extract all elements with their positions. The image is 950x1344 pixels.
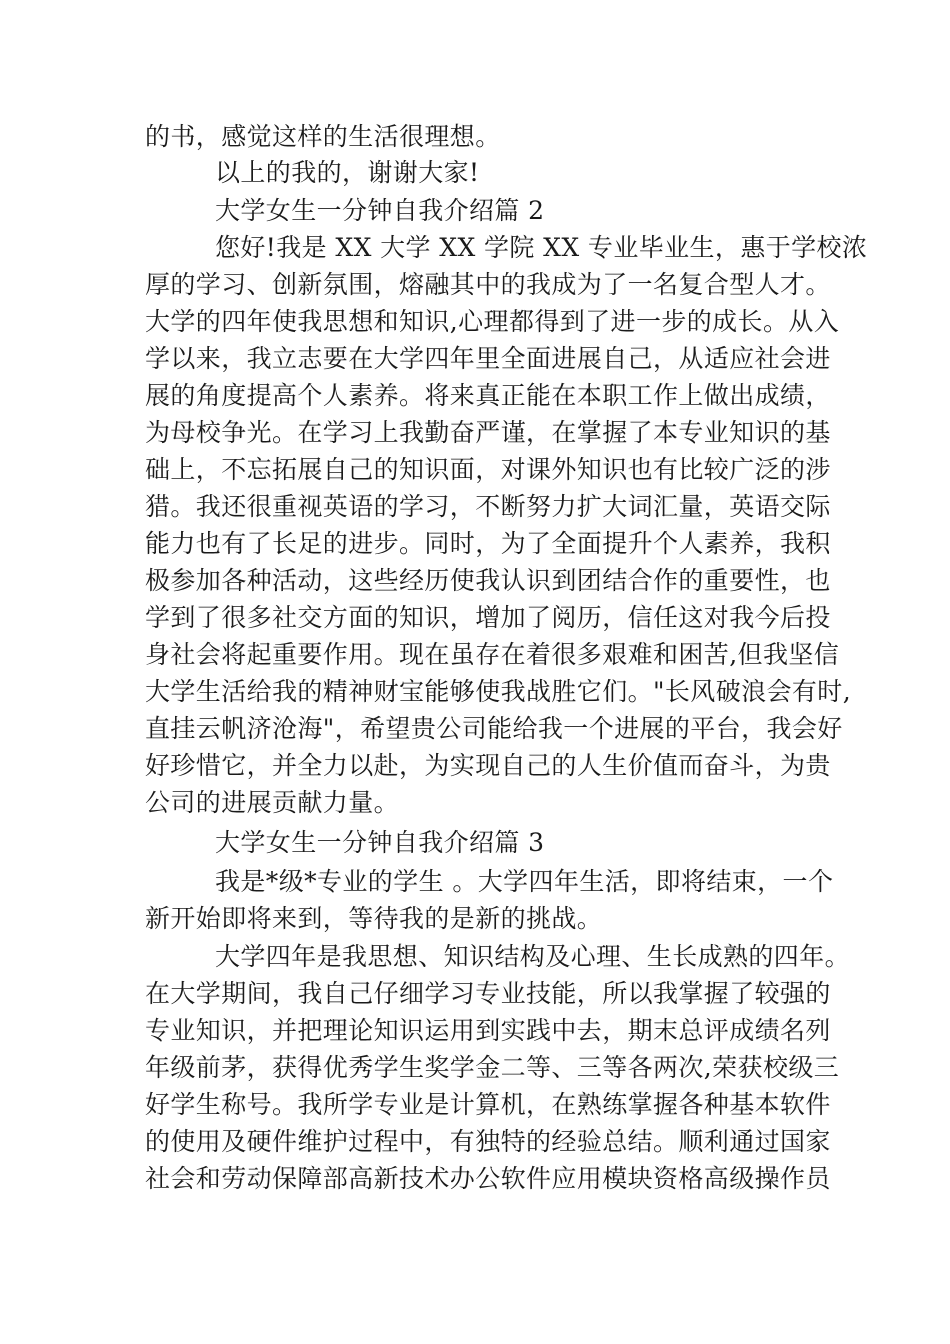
text-line: 大学四年是我思想、知识结构及心理、生长成熟的四年。 (215, 942, 851, 971)
text-line: 年级前茅，获得优秀学生奖学金二等、三等各两次,荣获校级三 (145, 1053, 840, 1082)
text-line: 好珍惜它，并全力以赴，为实现自己的人生价值而奋斗，为贵 (145, 751, 831, 780)
text-line: 大学的四年使我思想和知识,心理都得到了进一步的成长。从入 (145, 307, 840, 336)
text-line: 在大学期间，我自己仔细学习专业技能，所以我掌握了较强的 (145, 979, 831, 1008)
text-line: 为母校争光。在学习上我勤奋严谨，在掌握了本专业知识的基 (145, 418, 831, 447)
text-line: 社会和劳动保障部高新技术办公软件应用模块资格高级操作员 (145, 1164, 831, 1193)
text-line: 身社会将起重要作用。现在虽存在着很多艰难和困苦,但我坚信 (145, 640, 840, 669)
text-line: 公司的进展贡献力量。 (145, 788, 400, 817)
text-line: 直挂云帆济沧海"，希望贵公司能给我一个进展的平台，我会好 (145, 714, 843, 743)
text-line: 极参加各种活动，这些经历使我认识到团结合作的重要性，也 (145, 566, 831, 595)
text-line: 学到了很多社交方面的知识，增加了阅历，信任这对我今后投 (145, 603, 831, 632)
text-line: 我是*级*专业的学生 。大学四年生活，即将结束，一个 (215, 867, 834, 896)
text-line: 厚的学习、创新氛围，熔融其中的我成为了一名复合型人才。 (145, 270, 831, 299)
section-heading: 大学女生一分钟自我介绍篇 3 (215, 828, 545, 857)
text-line: 大学生活给我的精神财宝能够使我战胜它们。"长风破浪会有时, (145, 677, 852, 706)
text-line: 的书，感觉这样的生活很理想。 (145, 122, 501, 151)
text-line: 的使用及硬件维护过程中，有独特的经验总结。顺利通过国家 (145, 1127, 831, 1156)
text-line: 能力也有了长足的进步。同时，为了全面提升个人素养，我积 (145, 529, 831, 558)
text-line: 础上，不忘拓展自己的知识面，对课外知识也有比较广泛的涉 (145, 455, 831, 484)
text-line: 专业知识，并把理论知识运用到实践中去，期末总评成绩名列 (145, 1016, 831, 1045)
text-line: 好学生称号。我所学专业是计算机，在熟练掌握各种基本软件 (145, 1090, 831, 1119)
text-line: 展的角度提高个人素养。将来真正能在本职工作上做出成绩， (145, 381, 831, 410)
text-line: 您好!我是 XX 大学 XX 学院 XX 专业毕业生，惠于学校浓 (215, 233, 868, 262)
text-line: 以上的我的，谢谢大家! (215, 158, 480, 187)
section-heading: 大学女生一分钟自我介绍篇 2 (215, 196, 545, 225)
text-line: 猎。我还很重视英语的学习，不断努力扩大词汇量，英语交际 (145, 492, 831, 521)
text-line: 学以来，我立志要在大学四年里全面进展自己，从适应社会进 (145, 344, 831, 373)
text-line: 新开始即将来到，等待我的是新的挑战。 (145, 904, 603, 933)
